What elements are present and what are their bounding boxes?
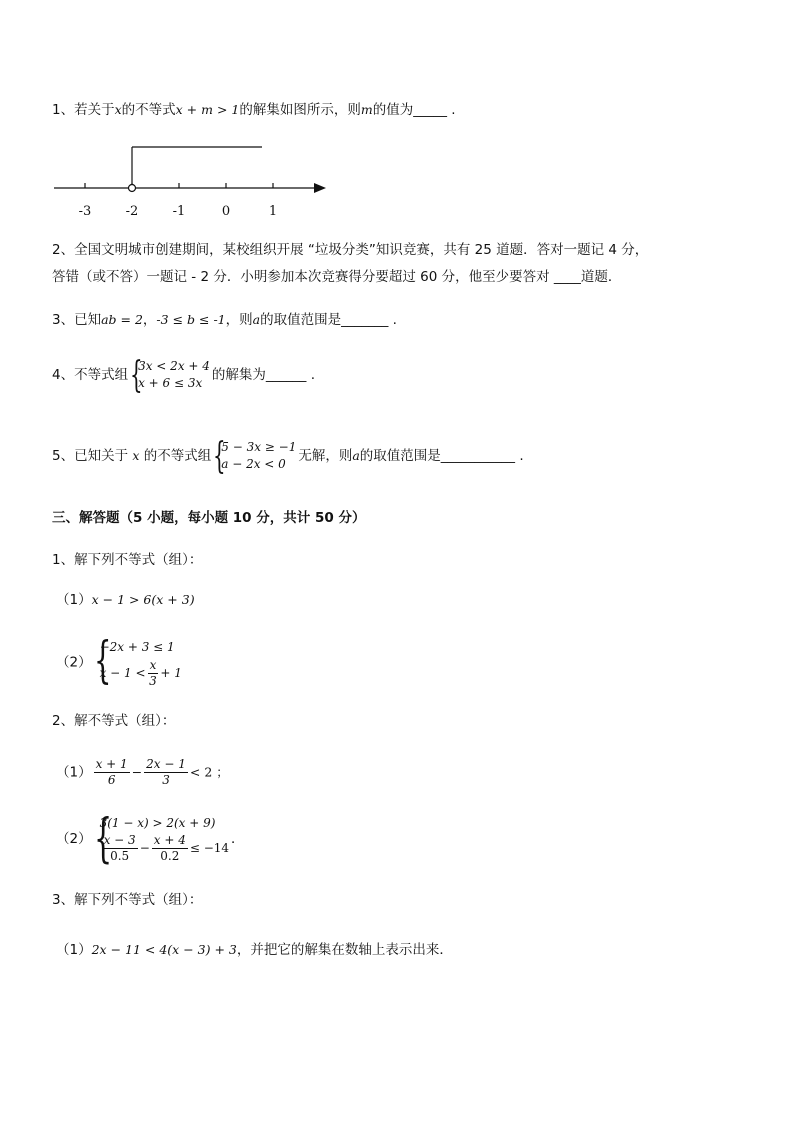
fraction xyxy=(152,833,188,864)
math-var: m xyxy=(360,102,373,117)
axis-arrow xyxy=(314,183,326,193)
fraction xyxy=(94,757,130,788)
inequality-system xyxy=(213,436,297,477)
system-row: 3x < 2x + 4 xyxy=(138,359,210,373)
question-text: 的不等式组 xyxy=(139,448,212,464)
question-text: ， xyxy=(142,312,157,328)
inequality: 2x − 11 < 4(x − 3) + 3 xyxy=(91,942,237,957)
numerator: 2x − 1 xyxy=(146,757,186,771)
math-var: a xyxy=(252,312,261,327)
inequality: x + m > 1 xyxy=(175,102,240,117)
numerator: x xyxy=(149,658,157,672)
question-text: 不等式组 xyxy=(74,367,129,383)
numerator: x + 1 xyxy=(95,757,128,771)
tick-label: -3 xyxy=(78,204,92,219)
question-2-line-2: 答错（或不答）一题记 - 2 分．小明参加本次竞赛得分要超过 60 分，他至少要答对 ____道题． xyxy=(52,269,622,285)
inequality-system xyxy=(93,631,182,689)
denominator: 3 xyxy=(162,773,170,787)
problem-1-title: 1、解下列不等式（组）： xyxy=(52,552,203,568)
question-text: 已知 xyxy=(74,312,102,328)
question-text: 的值为_____ . xyxy=(372,102,456,118)
numerator: x − 3 xyxy=(103,833,136,847)
math-var: x xyxy=(132,448,140,463)
denominator: 3 xyxy=(149,674,157,688)
inequality-tail: < 2 ； xyxy=(189,764,229,780)
fraction xyxy=(148,658,159,689)
tick-label: -2 xyxy=(125,204,139,219)
question-text: ，则 xyxy=(225,312,253,328)
problem-2-title: 2、解不等式（组）： xyxy=(52,713,176,729)
part-label: （1） xyxy=(56,764,92,781)
brace: { xyxy=(213,436,226,477)
question-2-line-1: 2、全国文明城市创建期间，某校组织开展 “垃圾分类”知识竞赛，共有 25 道题．答对一题记 4 分， xyxy=(52,242,649,258)
brace: { xyxy=(130,355,143,396)
open-endpoint xyxy=(129,185,136,192)
question-number: 3、 xyxy=(52,312,75,328)
system-row: −2x + 3 ≤ 1 xyxy=(99,640,175,654)
question-text: 的不等式 xyxy=(121,102,176,118)
system-row: 5 − 3x ≥ −1 xyxy=(221,440,297,454)
part-label: （2） xyxy=(56,831,92,847)
system-row: 3(1 − x) > 2(x + 9) xyxy=(99,816,216,830)
inequality-system xyxy=(93,809,230,869)
problem-3-part-1 xyxy=(56,940,453,960)
denominator: 6 xyxy=(107,773,116,787)
condition: -3 ≤ b ≤ -1 xyxy=(156,312,226,327)
system-row xyxy=(100,832,229,864)
question-text: 若关于 xyxy=(74,102,115,118)
operator: − xyxy=(139,841,150,855)
part-label: （1） xyxy=(56,942,92,958)
tick-label: -1 xyxy=(172,204,186,219)
brace: { xyxy=(93,631,112,689)
question-4 xyxy=(52,355,315,396)
inequality: x − 1 > 6(x + 3) xyxy=(91,592,195,607)
system-row: a − 2x < 0 xyxy=(221,457,286,471)
inequality-system xyxy=(130,355,210,396)
problem-1-part-1 xyxy=(56,590,195,610)
denominator: 0.5 xyxy=(110,849,130,863)
question-text: 的解集为______ . xyxy=(211,367,315,383)
fraction xyxy=(144,757,188,788)
question-text: 无解，则 xyxy=(298,448,353,464)
section-heading: 三、解答题（5 小题，每小题 10 分，共计 50 分） xyxy=(52,510,366,526)
question-text: 的解集如图所示，则 xyxy=(239,102,361,118)
tick-label: 0 xyxy=(221,204,231,219)
number-line xyxy=(50,138,340,226)
brace: { xyxy=(93,809,112,869)
question-text: 的取值范围是_______ . xyxy=(260,312,397,328)
problem-2-part-1 xyxy=(56,757,229,788)
operator: − xyxy=(131,764,143,780)
equation: ab = 2 xyxy=(101,312,143,327)
system-row: x + 6 ≤ 3x xyxy=(138,376,203,390)
question-number: 4、 xyxy=(52,367,75,383)
question-5 xyxy=(52,436,524,477)
row-right: + 1 xyxy=(160,666,182,680)
problem-3-title: 3、解下列不等式（组）： xyxy=(52,892,203,908)
math-var: a xyxy=(352,448,360,463)
inequality-tail: ≤ −14 xyxy=(189,841,230,855)
question-text: 已知关于 xyxy=(74,448,133,464)
denominator: 0.2 xyxy=(160,849,180,863)
instruction-text: ，并把它的解集在数轴上表示出来． xyxy=(236,942,453,958)
part-label: （1） xyxy=(56,592,92,608)
question-number: 1、 xyxy=(52,102,75,118)
system-row xyxy=(100,658,182,689)
part-label: （2） xyxy=(56,654,92,671)
math-var: x xyxy=(114,102,122,117)
question-1 xyxy=(52,100,456,120)
question-text: 的取值范围是___________ . xyxy=(359,448,524,464)
row-left: x − 1 < xyxy=(99,666,146,680)
end-mark: ． xyxy=(231,831,245,847)
tick-label: 1 xyxy=(268,204,278,219)
question-3 xyxy=(52,310,397,330)
problem-2-part-2 xyxy=(56,809,245,869)
question-number: 5、 xyxy=(52,448,75,464)
problem-1-part-2 xyxy=(56,631,184,689)
numerator: x + 4 xyxy=(153,833,186,847)
